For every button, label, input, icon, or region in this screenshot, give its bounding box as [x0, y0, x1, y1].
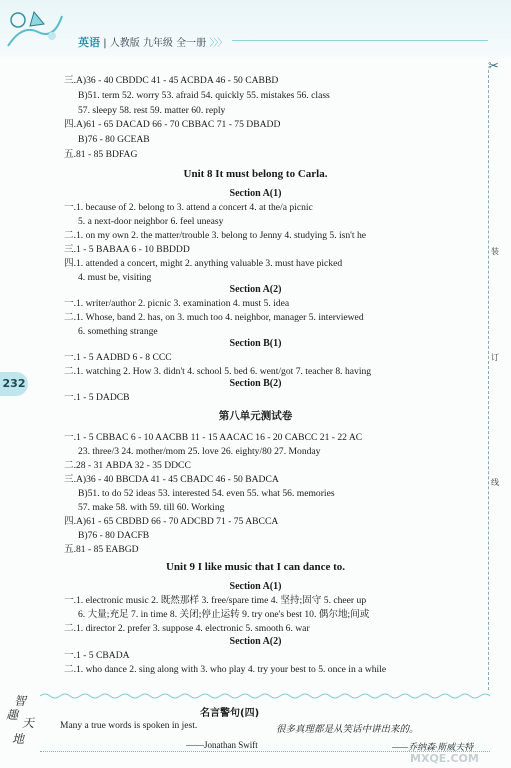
answer-line: 57. make 58. with 59. till 60. Working	[78, 502, 225, 513]
section-heading: Section B(2)	[229, 378, 282, 389]
scissors-icon: ✂	[488, 58, 499, 73]
answer-line: 一.1. electronic music 2. 既然那样 3. free/spare time 4. 坚持;固守 5. cheer up	[64, 595, 367, 606]
answer-line: 二.1. watching 2. How 3. didn't 4. school 5. bed 6. went/got 7. teacher 8. having	[64, 366, 372, 377]
answer-line: 四.A)61 - 65 CBDBD 66 - 70 ADCBD 71 - 75 ABCCA	[64, 516, 279, 527]
answer-line: B)76 - 80 DACFB	[78, 530, 150, 541]
answer-line: 四.1. attended a concert, might 2. anything valuable 3. must have picked	[64, 258, 343, 269]
quote-chinese: 很多真理都是从笑话中讲出来的。	[276, 725, 419, 735]
logo-char: 天	[22, 716, 35, 730]
logo-char: 地	[12, 732, 25, 746]
answer-line: B)76 - 80 GCEAB	[78, 134, 150, 145]
side-mark-ding: 订	[491, 353, 499, 362]
footer-wave-decoration	[40, 692, 490, 700]
section-heading: Section A(1)	[229, 188, 282, 199]
side-mark-xian: 线	[491, 478, 499, 487]
answer-line: 二.28 - 31 ABDA 32 - 35 DDCC	[64, 460, 191, 471]
page-number: 232	[0, 372, 28, 396]
answer-line: 四.A)61 - 65 DACAD 66 - 70 CBBAC 71 - 75 DBADD	[64, 119, 281, 130]
answer-line: B)51. to do 52 ideas 53. interested 54. even 55. what 56. memories	[78, 488, 335, 499]
header-grade: 九年级	[142, 38, 173, 49]
answer-line: 23. three/3 24. mother/mom 25. love 26. eighty/80 27. Monday	[78, 446, 321, 457]
answer-line: 4. must be, visiting	[78, 272, 152, 283]
answer-line: B)51. term 52. worry 53. afraid 54. quickly 55. mistakes 56. class	[78, 90, 330, 101]
header-divider: |	[103, 38, 110, 49]
watermark: MXQE.COM	[410, 752, 479, 765]
answer-line: 一.1 - 5 CBADA	[64, 650, 130, 661]
quote-author-english: ——Jonathan Swift	[186, 740, 258, 750]
section-heading: Section A(2)	[229, 636, 282, 647]
answer-line: 三.A)36 - 40 BBCDA 41 - 45 CBADC 46 - 50 BADCA	[64, 474, 279, 485]
header-volume: 全一册	[176, 38, 207, 49]
section-heading: Section B(1)	[229, 338, 282, 349]
answer-line: 5. a next-door neighbor 6. feel uneasy	[78, 216, 224, 227]
header-edition: 人教版	[109, 38, 140, 49]
answer-line: 一.1 - 5 AADBD 6 - 8 CCC	[64, 352, 172, 363]
answer-line: 二.1. on my own 2. the matter/trouble 3. belong to Jenny 4. studying 5. isn't he	[64, 230, 367, 241]
answer-line: 一.1. because of 2. belong to 3. attend a concert 4. at the/a picnic	[64, 202, 313, 213]
answer-line: 五.81 - 85 BDFAG	[64, 149, 138, 160]
logo-char: 智	[14, 694, 27, 708]
side-mark-zhuang: 装	[491, 247, 499, 256]
test-heading: 第八单元测试卷	[218, 411, 293, 422]
answer-line: 6. 大量;充足 7. in time 8. 关闭;停止运转 9. try one's best 10. 偶尔地;间或	[78, 609, 370, 620]
answer-line: 五.81 - 85 EABGD	[64, 544, 139, 555]
header-arrows: 〉〉〉	[209, 38, 227, 49]
unit-heading: Unit 9 I like music that I can dance to.	[165, 561, 346, 573]
answer-line: 三.A)36 - 40 CBDDC 41 - 45 ACBDA 46 - 50 CABBD	[64, 75, 279, 86]
unit-heading: Unit 8 It must belong to Carla.	[183, 168, 328, 180]
answer-line: 一.1. writer/author 2. picnic 3. examination 4. must 5. idea	[64, 298, 290, 309]
answer-line: 三.1 - 5 BABAA 6 - 10 BBDDD	[64, 244, 190, 255]
answer-line: 二.1. Whose, band 2. has, on 3. much too 4. neighbor, manager 5. interviewed	[64, 312, 364, 323]
answer-line: 6. something strange	[78, 326, 158, 337]
quote-author-chinese: ——乔纳森·斯威夫特	[392, 742, 474, 752]
section-heading: Section A(1)	[229, 581, 282, 592]
answer-line: 二.1. who dance 2. sing along with 3. who play 4. try your best to 5. once in a while	[64, 664, 387, 675]
quote-english: Many a true words is spoken in jest.	[60, 721, 198, 731]
quote-title: 名言警句(四)	[200, 708, 260, 719]
section-heading: Section A(2)	[229, 284, 282, 295]
footer-logo	[4, 690, 40, 752]
header-subject: 英语	[78, 36, 100, 49]
answer-line: 一.1 - 5 DADCB	[64, 392, 130, 403]
answer-line: 一.1 - 5 CBBAC 6 - 10 AACBB 11 - 15 AACAC 16 - 20 CABCC 21 - 22 AC	[64, 432, 363, 443]
logo-char: 趣	[6, 708, 19, 722]
answer-line: 二.1. director 2. prefer 3. suppose 4. electronic 5. smooth 6. war	[64, 623, 310, 634]
answer-line: 57. sleepy 58. rest 59. matter 60. reply	[78, 105, 226, 116]
